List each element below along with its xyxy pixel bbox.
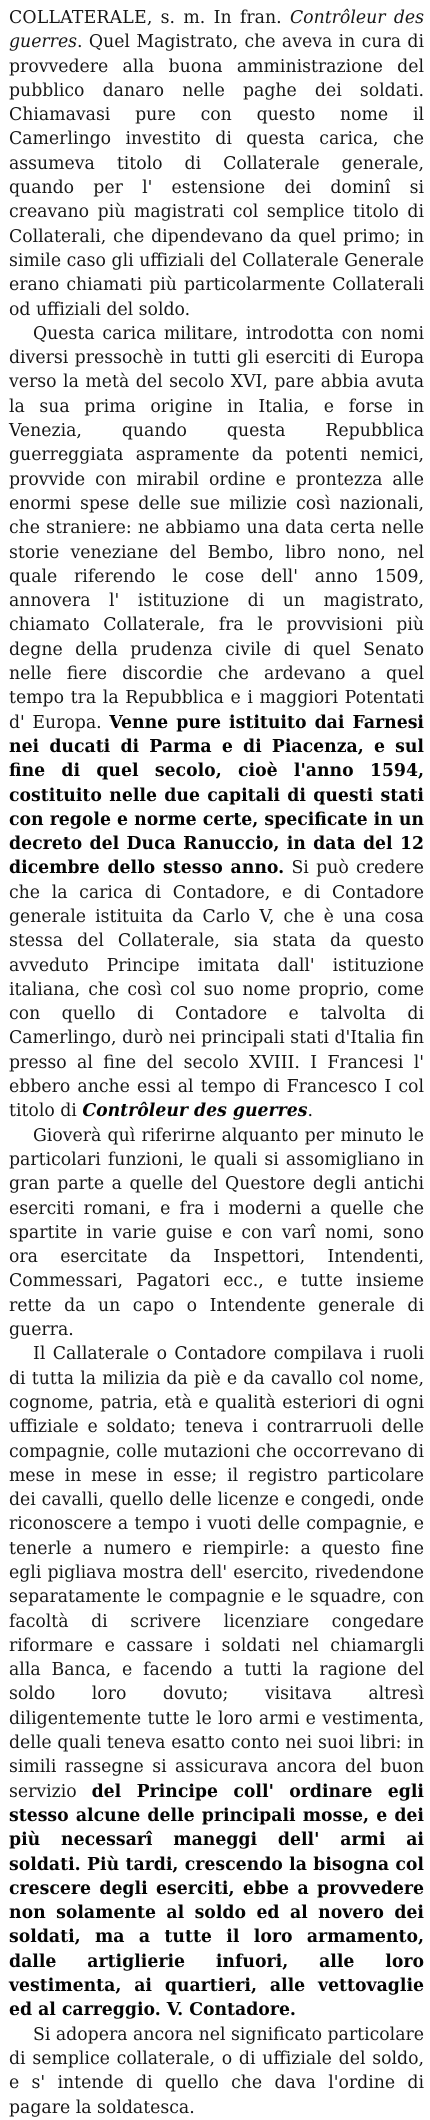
definition-paragraph [9, 6, 424, 322]
functions-paragraph [9, 1124, 424, 1343]
functions-text: Gioverà quì riferirne alquanto per minuto le particolari funzioni, le quali si assomigliano in gran parte a quelle del Questore degli antichi eserciti romani, e fra i moderni a quelle che spartite in varie guise e con varî nomi, sono ora esercitate da Inspettori, Intendenti, Commessari, Pagatori ecc., e tutte insieme rette da un capo o Intendente generale di guerra. [9, 1125, 424, 1341]
history-paragraph [9, 322, 424, 1124]
entry-grammar: , s. m. In fran. [146, 8, 290, 28]
duties-text: Il Callaterale o Contadore compilava i ruoli di tutta la milizia da piè e da cavallo col nome, cognome, patria, età e qualità esteriori di ogni uffiziale e soldato; teneva i contrarruoli delle compagnie, colle mutazioni che occorrevano di mese in mese in esse; il registro particolare dei cavalli, quello delle licenze e congedi, onde riconoscere a tempo i vuoti delle compagnie, e tenerle a numero e riempirle: a questo fine egli pigliava mostra dell' esercito, rivedendone separatamente le compagnie e le squadre, con facoltà di scrivere licenziare congedare riformare e cassare i soldati nel chiamargli alla Banca, e facendo a tutti la ragione del soldo loro dovuto; visitava altresì diligentemente tutte le loro armi e vestimenta, delle quali teneva esatto conto nei suoi libri: in simili rassegne si assicurava ancora del buon servizio [9, 1344, 424, 1802]
french-term: Contrôleur des guerres [82, 1101, 308, 1122]
history-text-venice: Questa carica militare, introdotta con nomi diversi pressochè in tutti gli eserciti di Europa verso la metà del secolo XVI, pare abbia avuta la sua prima origine in Italia, e forse in Venezia, quando questa Repubblica guerreggiata aspramente da potenti nemici, provvide con mirabil ordine e prontezza alle enormi spese delle sue milizie così nazionali, che straniere: ne abbiamo una data certa nelle storie veneziane del Bembo, libro nono, nel quale riferendo le cose dell' anno 1509, annovera l' istituzione di un magistrato, chiamato Collaterale, fra le provvisioni più degne della prudenza civile di quel Senato nelle fiere discordie che ardevano a quel tempo tra la Repubblica e i maggiori Potentati d' Europa. [9, 323, 424, 733]
usage-paragraph [9, 2023, 424, 2120]
history-text-farnese: Venne pure istituito dai Farnesi nei ducati di Parma e di Piacenza, e sul fine di quel secolo, cioè l'anno 1594, costituito nelle due capitali di questi stati con regole e norme certe, specificate in un decreto del Duca Ranuccio, in data del 12 dicembre dello stesso anno. [9, 712, 424, 879]
usage-text: Si adopera ancora nel significato particolare di semplice collaterale, o di uffiziale del soldo, e s' intende di quello che dava l'ordine di pagare la soldatesca. [9, 2024, 424, 2118]
definition-text: . Quel Magistrato, che aveva in cura di provvedere alla buona amministrazione del pubblico danaro nelle paghe dei soldati. Chiamavasi pure con questo nome il Camerlingo investito di questa carica, che assumeva titolo di Collaterale generale, quando per l' estensione dei dominî si creavano più magistrati col semplice titolo di Collaterali, che dipendevano da quel primo; in simile caso gli uffiziali del Collaterale Generale erano chiamati più particolarmente Collaterali od uffiziali del soldo. [9, 32, 424, 320]
entry-headword: COLLATERALE [9, 8, 147, 28]
duties-paragraph [9, 1342, 424, 2022]
history-text-contadore: Si può credere che la carica di Contadore, e di Contadore generale istituita da Carlo V, che è una cosa stessa del Collaterale, sia stata da questo avveduto Principe imitata dall' istituzione italiana, che così col suo nome proprio, come con quello di Contadore e talvolta di Camerlingo, durò nei principali stati d'Italia fin presso al fine del secolo XVIII. I Francesi l' ebbero anche essi al tempo di Francesco I col titolo di [9, 858, 424, 1122]
french-equivalent: Contrôleur des guerres [9, 8, 424, 53]
duties-text-later: del Principe coll' ordinare egli stesso alcune delle principali mosse, e dei più necessarî maneggi dell' armi ai soldati. Più tardi, crescendo la bisogna col crescere degli eserciti, ebbe a provvedere non solamente al soldo ed al novero dei soldati, ma a tutte il loro armamento, dalle artiglierie infuori, alle loro vestimenta, ai quartieri, alle vettovaglie ed al carreggio. V. Contadore. [9, 1781, 424, 2021]
history-text-end: . [307, 1101, 313, 1122]
